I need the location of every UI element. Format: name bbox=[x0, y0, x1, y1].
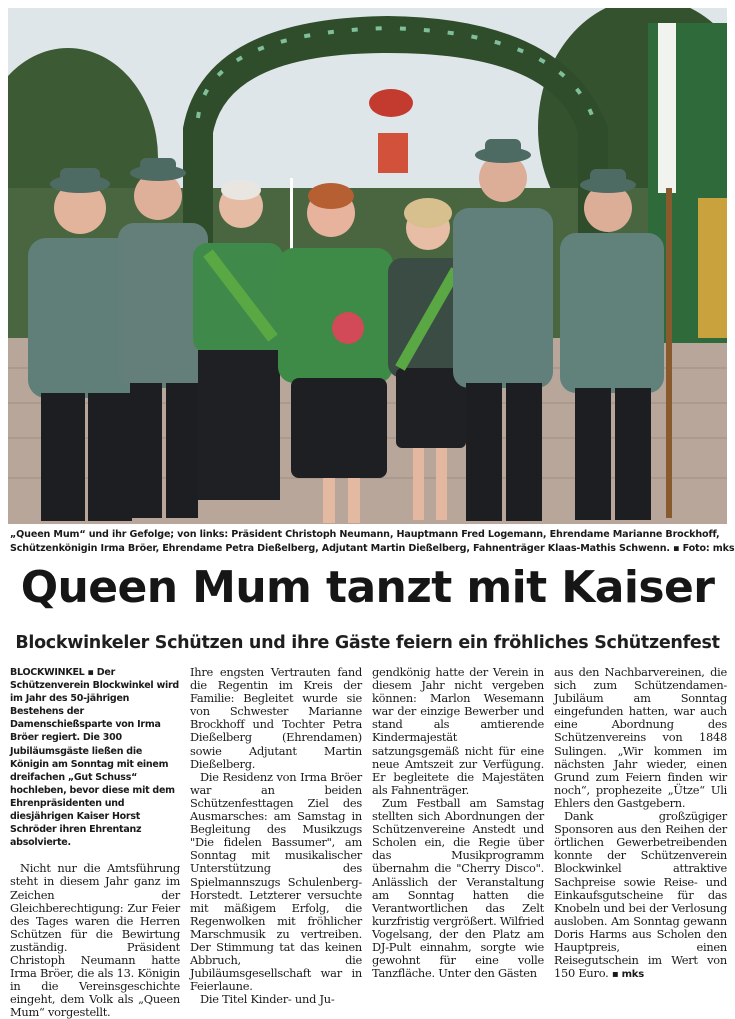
headline: Queen Mum tanzt mit Kaiser bbox=[20, 562, 715, 613]
caption-line-2: Schützenkönigin Irma Bröer, Ehrendame Petra Dießelberg, Adjutant Martin Dießelberg, Fahnenträger Klaas-Mathis Schwenn. ▪ Foto: mks bbox=[10, 543, 735, 554]
caption-line-1: „Queen Mum“ und ihr Gefolge; von links: Präsident Christoph Neumann, Hauptmann Fred Logemann, Ehrendame Marianne Brockhoff, bbox=[10, 529, 720, 540]
banner-pole bbox=[666, 188, 672, 518]
article-column-1 bbox=[10, 666, 180, 1019]
article-paragraph: Die Titel Kinder- und Ju- bbox=[200, 992, 335, 1007]
article-column-4 bbox=[554, 666, 727, 981]
article-paragraph: aus den Nachbarvereinen, die sich zum Schützendamen-Jubiläum am Sonntag eingefunden hatten, war auch eine Abordnung des Schützenvereins von 1848 Sulingen. „Wir kommen im nächsten Jahr wieder, einen Grund zum Feiern finden wir noch“, prophezeite „Ütze“ Uli Ehlers den Gastgebern. bbox=[554, 665, 727, 810]
article-paragraph bbox=[554, 810, 727, 981]
group-photo bbox=[8, 8, 727, 524]
banner-stripe bbox=[658, 23, 676, 193]
banner-fringe bbox=[698, 198, 727, 338]
author-signoff: ▪ mks bbox=[611, 969, 644, 981]
article-column-3 bbox=[372, 666, 544, 980]
red-flag bbox=[378, 133, 408, 173]
article-paragraph: Die Residenz von Irma Bröer war an beiden Schützenfesttagen Ziel des Ausmarsches: am Samstag in Begleitung des Musikzugs "Die fidelen Bassumer", am Sonntag mit musikalischer Unterstützung des Spielmannszugs Schulenberg-Horstedt. Letzterer versuchte mit mäßigem Erfolg, die Regenwolken mit fröhlicher Marschmusik zu vertreiben. Der Stimmung tat das keinen Abbruch, die Jubiläumsgesellschaft war in Feierlaune. bbox=[190, 769, 362, 994]
article-paragraph: Zum Festball am Samstag stellten sich Abordnungen der Schützenvereine Anstedt und Scholen ein, die Regie über das Musikprogramm übernahm die "Cherry Disco". Anlässlich der Veranstaltung am Sonntag hatten die Verantwortlichen das Zelt kurzfristig vergrößert. Wilfried Vogelsang, der den Platz am DJ-Pult einnahm, sorgte wie gewohnt für eine volle Tanzfläche. Unter den Gästen bbox=[372, 795, 544, 981]
article-paragraph: Nicht nur die Amtsführung steht in diesem Jahr ganz im Zeichen der Gleichberechtigung: Zur Feier des Tages waren die Herren Schützen für die Bewirtung zuständig. Präsident Christoph Neumann hatte Irma Bröer, die als 13. Königin in die Vereinsgeschichte eingeht, dem Volk als „Queen Mum“ vorgestellt. bbox=[10, 861, 180, 1019]
article-lead: BLOCKWINKEL ▪ Der Schützenverein Blockwinkel wird im Jahr des 50-jährigen Bestehens der Damenschießsparte von Irma Bröer regiert. Die 300 Jubiläumsgäste ließen die Königin am Sonntag mit einem dreifachen „Gut Schuss“ hochleben, bevor diese mit dem Ehrenpräsidenten und diesjährigen Kaiser Horst Schröder ihren Ehrentanz absolvierte. bbox=[10, 667, 179, 849]
article-column-2 bbox=[190, 666, 362, 1006]
photo-scene bbox=[8, 8, 727, 524]
article-final-text: Dank großzügiger Sponsoren aus den Reihen der örtlichen Gewerbetreibenden konnte der Schützenverein Blockwinkel attraktive Sachpreise sowie Reise- und Einkaufsgutscheine für das Knobeln und bei der Verlosung ausloben. Am Sonntag gewann Doris Harms aus Scholen den Hauptpreis, einen Reisegutschein im Wert von 150 Euro. bbox=[554, 809, 727, 981]
subheadline: Blockwinkeler Schützen und ihre Gäste feiern ein fröhliches Schützenfest bbox=[15, 633, 720, 653]
arch-emblem bbox=[369, 89, 413, 117]
article-paragraph: gendkönig hatte der Verein in diesem Jahr nicht vergeben können: Marlon Wesemann war der einzige Bewerber und stand als amtierende Kindermajestät satzungsgemäß nicht für eine neue Amtszeit zur Verfügung. Er begleitete die Majestäten als Fahnenträger. bbox=[372, 665, 544, 797]
article-paragraph: Ihre engsten Vertrauten fand die Regentin im Kreis der Familie: Begleitet wurde sie von Schwester Marianne Brockhoff und Tochter Petra Dießelberg (Ehrendamen) sowie Adjutant Martin Dießelberg. bbox=[190, 665, 362, 771]
photo-caption bbox=[10, 528, 735, 556]
